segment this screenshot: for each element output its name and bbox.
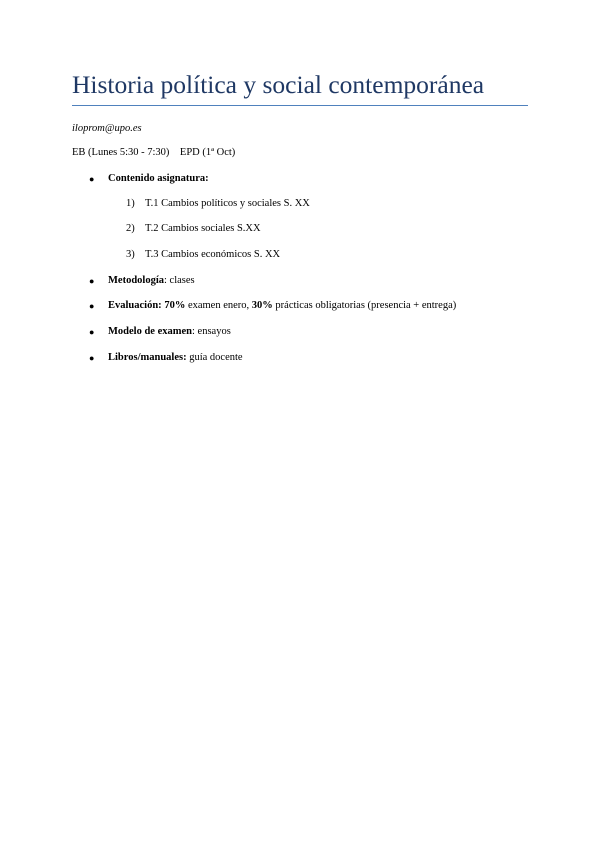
- topic-text: T.3 Cambios económicos S. XX: [145, 249, 281, 260]
- books-label: Libros/manuales:: [108, 352, 187, 363]
- books-text: [108, 351, 243, 365]
- methodology-label: Metodología: [108, 275, 164, 286]
- books-value: guía docente: [186, 352, 243, 363]
- exam-model-text: [108, 325, 231, 339]
- evaluation-practice-text: prácticas obligatorias (presencia + entrega): [272, 300, 457, 311]
- topic-text: T.2 Cambios sociales S.XX: [145, 223, 261, 234]
- exam-model-label: Modelo de examen: [108, 326, 192, 337]
- bullet-icon: ●: [89, 276, 95, 286]
- bullet-icon: ●: [89, 327, 95, 337]
- title-underline: [72, 105, 528, 106]
- email-text: iloprom@upo.es: [72, 123, 142, 134]
- evaluation-text: [108, 299, 456, 313]
- evaluation-label: Evaluación:: [108, 300, 162, 311]
- evaluation-pct-exam: 70%: [164, 300, 186, 311]
- schedule-text: EB (Lunes 5:30 - 7:30) EPD (1ª Oct): [72, 147, 236, 158]
- document-title: Historia política y social contemporánea: [72, 70, 485, 99]
- topic-number: 1): [126, 198, 135, 209]
- exam-model-value: : ensayos: [192, 326, 231, 337]
- content-label-text: [108, 172, 209, 186]
- bullet-icon: ●: [89, 353, 95, 363]
- methodology-text: [108, 274, 195, 288]
- topic-number: 3): [126, 249, 135, 260]
- evaluation-exam-text: examen enero,: [185, 300, 252, 311]
- evaluation-pct-practice: 30%: [251, 300, 273, 311]
- bullet-icon: ●: [89, 174, 95, 184]
- content-label: Contenido asignatura:: [108, 173, 209, 184]
- topic-number: 2): [126, 223, 135, 234]
- methodology-value: : clases: [164, 275, 195, 286]
- topic-text: T.1 Cambios políticos y sociales S. XX: [145, 198, 310, 209]
- bullet-icon: ●: [89, 301, 95, 311]
